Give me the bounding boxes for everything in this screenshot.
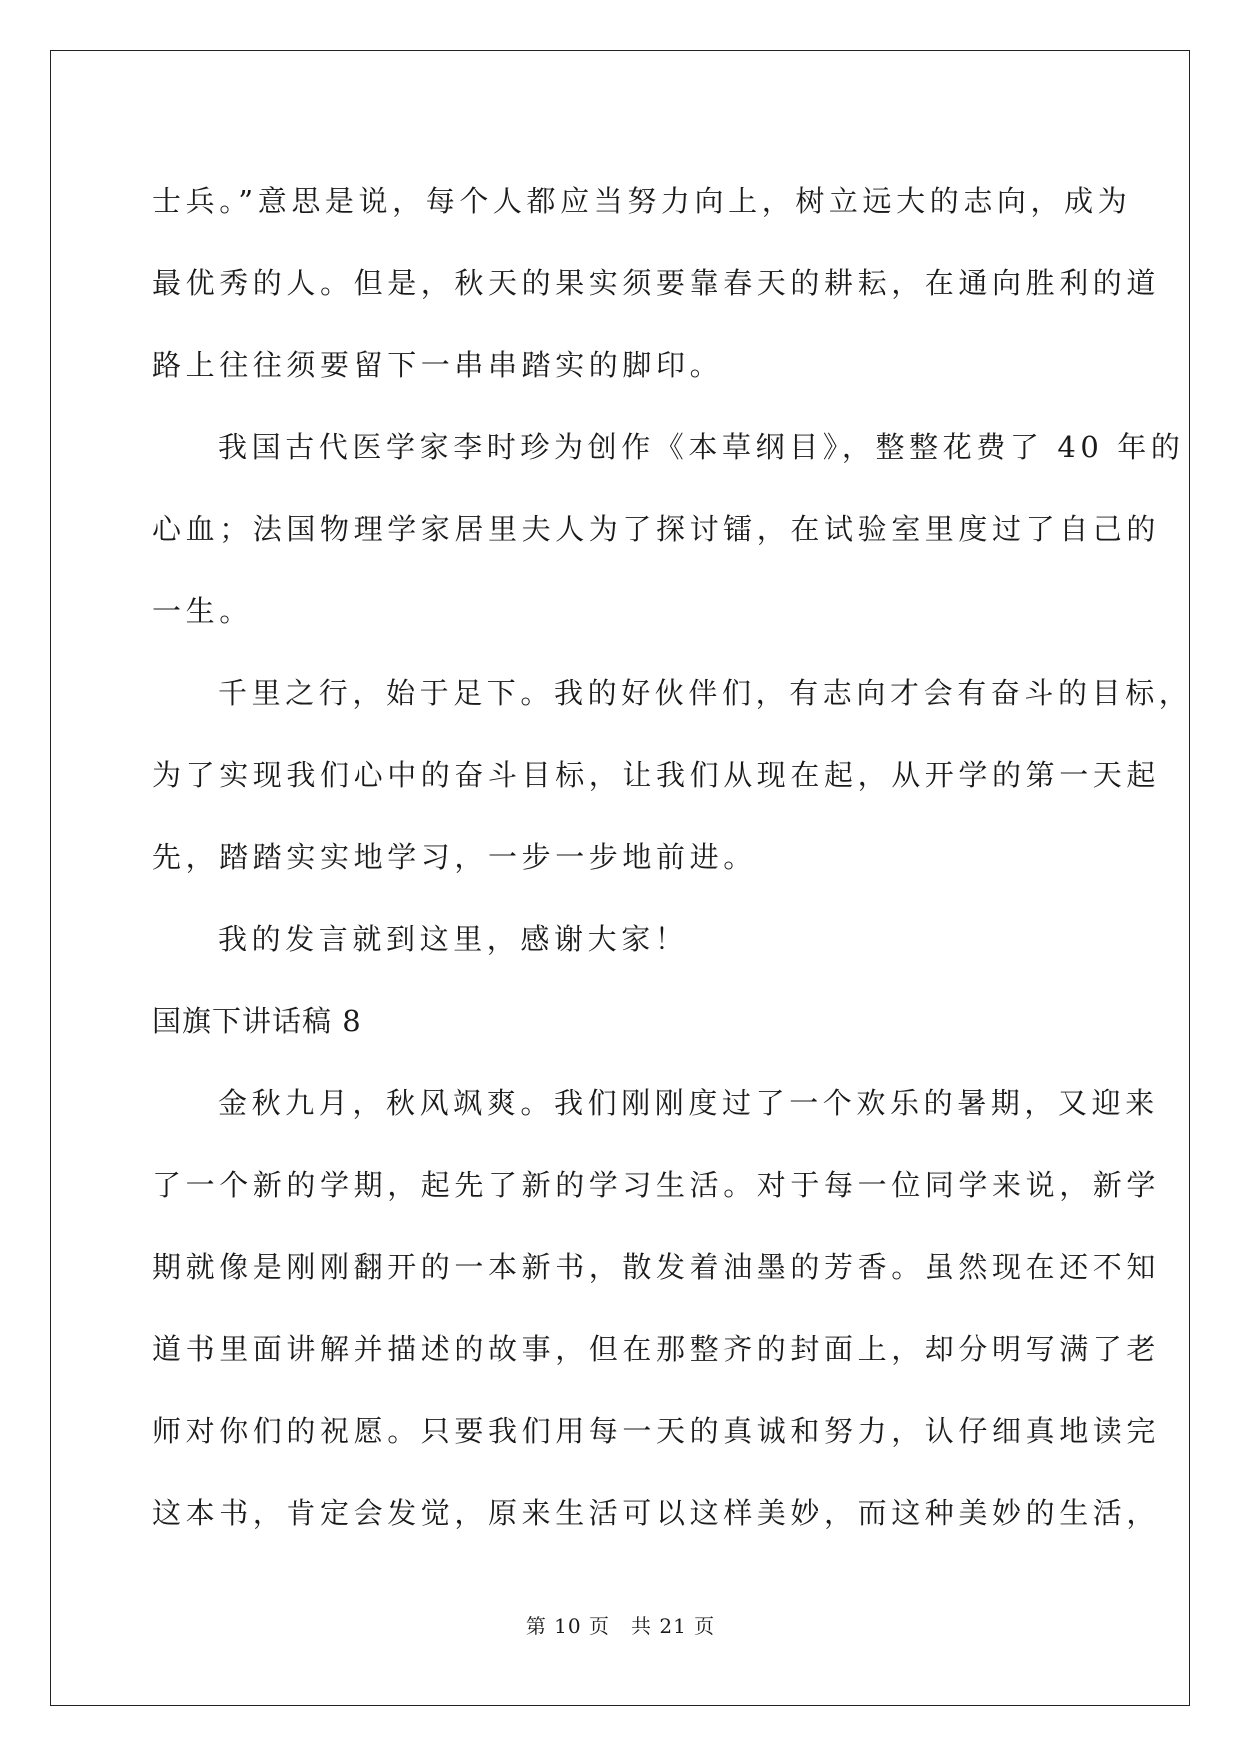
page-footer [0, 1610, 1241, 1639]
text-line: 一生。 [152, 594, 253, 628]
text-line: 士兵。”意思是说，每个人都应当努力向上，树立远大的志向，成为 [152, 184, 1132, 218]
section-heading: 国旗下讲话稿 8 [152, 1004, 362, 1038]
text-line: 道书里面讲解并描述的故事，但在那整齐的封面上，却分明写满了老 [152, 1332, 1161, 1366]
text-line: 金秋九月，秋风飒爽。我们刚刚度过了一个欢乐的暑期，又迎来 [218, 1086, 1159, 1120]
document-body [152, 160, 1193, 1554]
text-line: 了一个新的学期，起先了新的学习生活。对于每一位同学来说，新学 [152, 1168, 1161, 1202]
page-number: 第 10 页 共 21 页 [525, 1614, 716, 1638]
text-line: 千里之行，始于足下。我的好伙伴们，有志向才会有奋斗的目标， [218, 676, 1193, 710]
text-line: 我的发言就到这里，感谢大家！ [218, 922, 689, 956]
text-line: 这本书，肯定会发觉，原来生活可以这样美妙，而这种美妙的生活， [152, 1496, 1161, 1530]
text-line: 我国古代医学家李时珍为创作《本草纲目》，整整花费了 40 年的 [218, 430, 1185, 464]
text-line: 先，踏踏实实地学习，一步一步地前进。 [152, 840, 757, 874]
text-line: 为了实现我们心中的奋斗目标，让我们从现在起，从开学的第一天起 [152, 758, 1161, 792]
text-line: 期就像是刚刚翻开的一本新书，散发着油墨的芳香。虽然现在还不知 [152, 1250, 1161, 1284]
text-line: 路上往往须要留下一串串踏实的脚印。 [152, 348, 724, 382]
text-line: 心血；法国物理学家居里夫人为了探讨镭，在试验室里度过了自己的 [152, 512, 1161, 546]
text-line: 师对你们的祝愿。只要我们用每一天的真诚和努力，认仔细真地读完 [152, 1414, 1161, 1448]
text-line: 最优秀的人。但是，秋天的果实须要靠春天的耕耘，在通向胜利的道 [152, 266, 1161, 300]
